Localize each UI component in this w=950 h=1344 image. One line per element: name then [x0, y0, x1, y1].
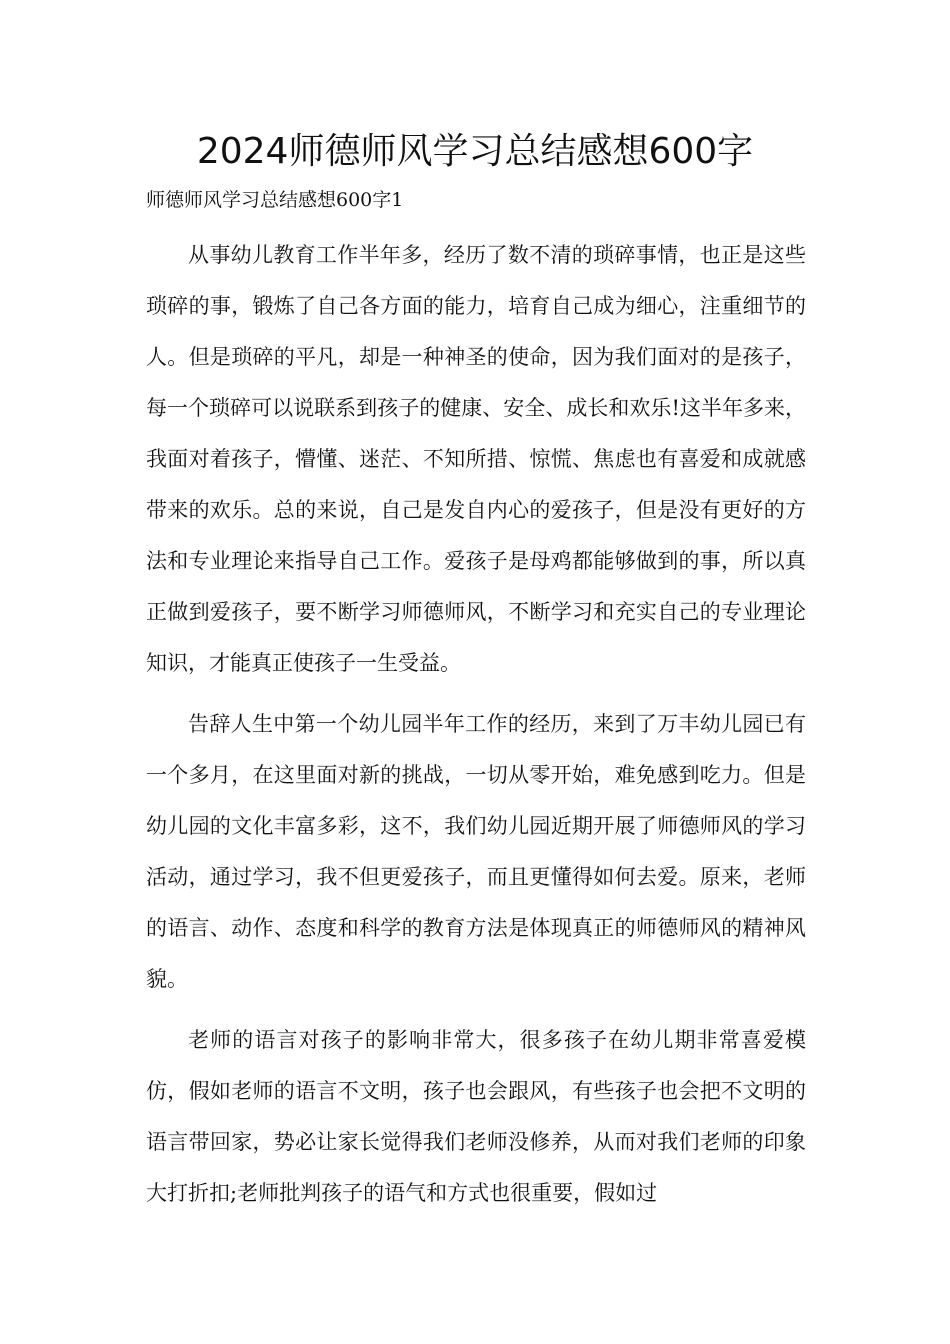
document-title: 2024师德师风学习总结感想600字	[196, 131, 754, 172]
document-body	[146, 230, 806, 1229]
section-heading: 师德师风学习总结感想600字1	[146, 189, 404, 211]
paragraph: 告辞人生中第一个幼儿园半年工作的经历，来到了万丰幼儿园已有一个多月，在这里面对新的挑战，一切从零开始，难免感到吃力。但是幼儿园的文化丰富多彩，这不，我们幼儿园近期开展了师德师风的学习活动，通过学习，我不但更爱孩子，而且更懂得如何去爱。原来，老师的语言、动作、态度和科学的教育方法是体现真正的师德师风的精神风貌。	[146, 712, 806, 991]
paragraph: 从事幼儿教育工作半年多，经历了数不清的琐碎事情，也正是这些琐碎的事，锻炼了自己各方面的能力，培育自己成为细心，注重细节的人。但是琐碎的平凡，却是一种神圣的使命，因为我们面对的是孩子，每一个琐碎可以说联系到孩子的健康、安全、成长和欢乐!这半年多来，我面对着孩子，懵懂、迷茫、不知所措、惊慌、焦虑也有喜爱和成就感带来的欢乐。总的来说，自己是发自内心的爱孩子，但是没有更好的方法和专业理论来指导自己工作。爱孩子是母鸡都能够做到的事，所以真正做到爱孩子，要不断学习师德师风，不断学习和充实自己的专业理论知识，才能真正使孩子一生受益。	[146, 243, 806, 675]
paragraph: 老师的语言对孩子的影响非常大，很多孩子在幼儿期非常喜爱模仿，假如老师的语言不文明，孩子也会跟风，有些孩子也会把不文明的语言带回家，势必让家长觉得我们老师没修养，从而对我们老师的印象大打折扣;老师批判孩子的语气和方式也很重要，假如过	[146, 1028, 806, 1205]
